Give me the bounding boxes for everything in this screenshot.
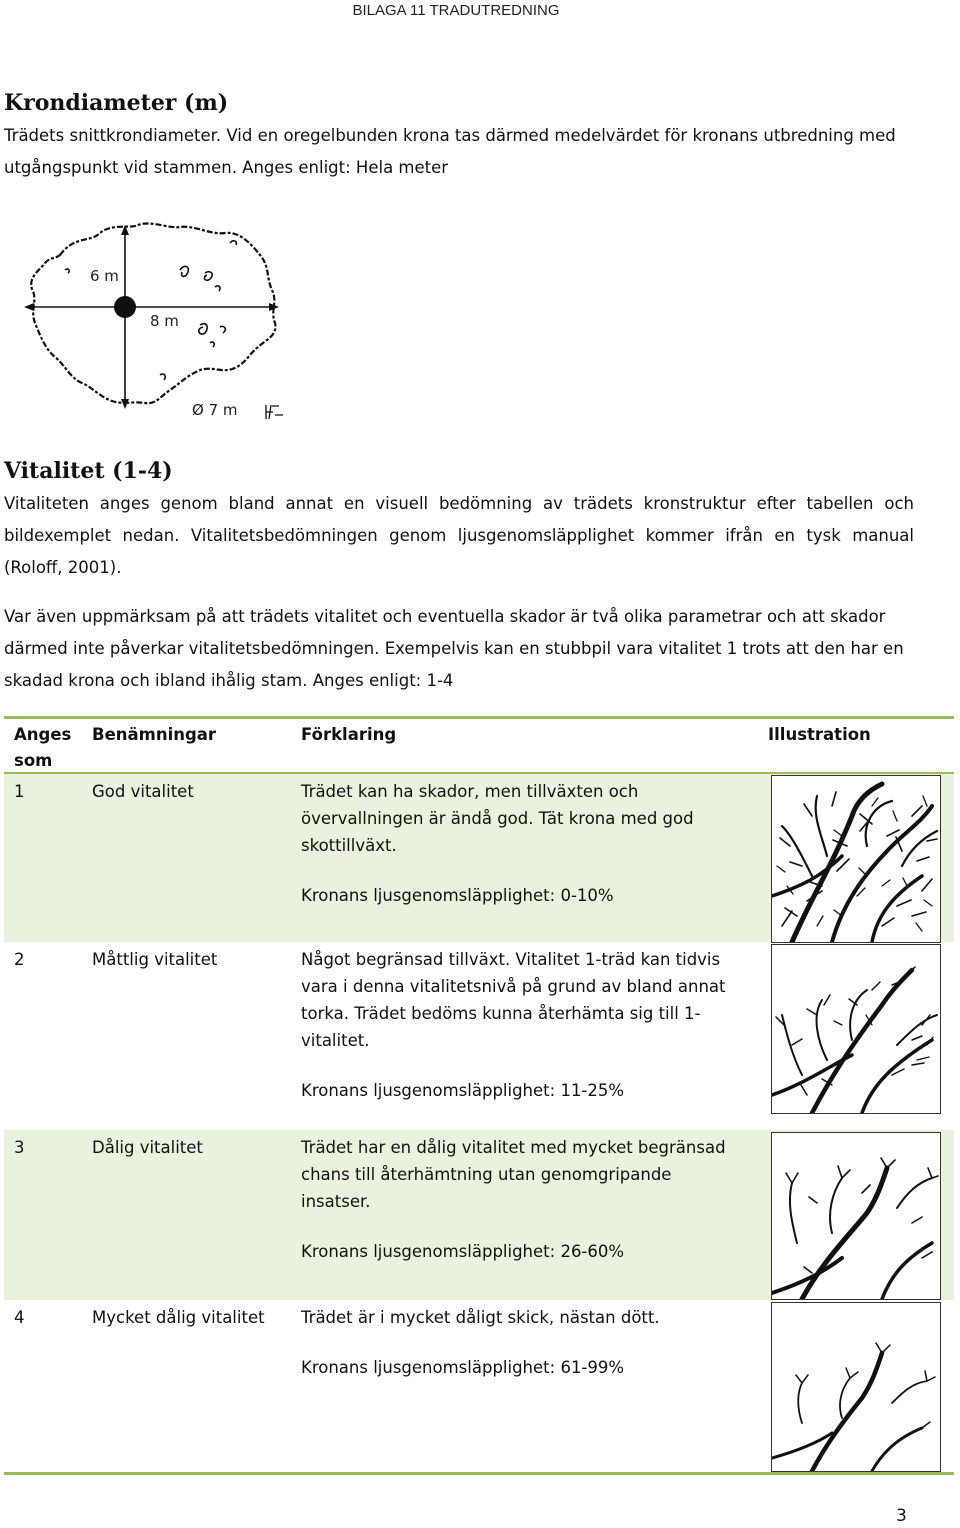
table-row <box>4 1130 954 1300</box>
vitalitet-heading: Vitalitet (1-4) <box>4 458 173 484</box>
row-number: 3 <box>14 1138 25 1157</box>
table-bottom-rule <box>4 1472 954 1475</box>
label-6m: 6 m <box>90 267 119 285</box>
tree-crown-illustration-1 <box>771 775 941 943</box>
row-light-transmission: Kronans ljusgenomsläpplighet: 0-10% <box>301 886 614 905</box>
header-anges-som: Anges som <box>14 725 72 770</box>
row-number: 4 <box>14 1308 25 1327</box>
row-light-transmission: Kronans ljusgenomsläpplighet: 11-25% <box>301 1081 625 1100</box>
row-name: Dålig vitalitet <box>92 1138 203 1157</box>
tree-crown-illustration-2 <box>771 944 941 1114</box>
header-illustration: Illustration <box>768 725 871 744</box>
row-light-transmission: Kronans ljusgenomsläpplighet: 26-60% <box>301 1242 625 1261</box>
row-explanation: Något begränsad tillväxt. Vitalitet 1-träd kan tidvis vara i denna vitalitetsnivå på grund av bland annat torka. Trädet bedöms kunna återhämta sig till 1-vitalitet. <box>301 950 726 1050</box>
very-poor-crown-drawing <box>772 1303 940 1471</box>
krondiameter-text: Trädets snittkrondiameter. Vid en oregelbunden krona tas därmed medelvärdet för kronans utbredning med utgångspunkt vid stammen. Anges enligt: Hela meter <box>4 126 896 177</box>
tree-crown-illustration-3 <box>771 1132 941 1300</box>
header-benamningar: Benämningar <box>92 725 217 744</box>
page-number: 3 <box>896 1506 907 1526</box>
row-explanation: Trädet är i mycket dåligt skick, nästan dött. <box>301 1308 660 1327</box>
table-row <box>4 1300 954 1472</box>
row-name: God vitalitet <box>92 782 194 801</box>
signature-mark <box>263 403 287 423</box>
krondiameter-heading: Krondiameter (m) <box>4 90 229 116</box>
header-forklaring: Förklaring <box>301 725 397 744</box>
page-header-title: BILAGA 11 TRADUTREDNING <box>352 2 560 19</box>
dense-crown-drawing <box>772 776 940 942</box>
table-row <box>4 774 954 942</box>
row-number: 2 <box>14 950 25 969</box>
label-diameter-7m: Ø 7 m <box>192 401 238 419</box>
table-row <box>4 942 954 1130</box>
label-8m: 8 m <box>150 312 179 330</box>
row-explanation: Trädet har en dålig vitalitet med mycket begränsad chans till återhämtning utan genomgripande insatser. <box>301 1138 726 1211</box>
crown-diameter-diagram <box>20 215 295 430</box>
row-name: Måttlig vitalitet <box>92 950 218 969</box>
poor-crown-drawing <box>772 1133 940 1299</box>
vitalitet-paragraph-1: Vitaliteten anges genom bland annat en visuell bedömning av trädets kronstruktur efter tabellen och bildexemplet nedan. Vitalitetsbedömningen genom ljusgenomsläpplighet kommer ifrån en tysk manual (Roloff, 2001). <box>4 494 914 577</box>
row-name: Mycket dålig vitalitet <box>92 1308 265 1327</box>
moderate-crown-drawing <box>772 945 940 1113</box>
row-explanation: Trädet kan ha skador, men tillväxten och övervallningen är ändå god. Tät krona med god skottillväxt. <box>301 782 694 855</box>
row-light-transmission: Kronans ljusgenomsläpplighet: 61-99% <box>301 1358 625 1377</box>
vitalitet-paragraph-2: Var även uppmärksam på att trädets vitalitet och eventuella skador är två olika parametrar och att skador därmed inte påverkar vitalitetsbedömningen. Exempelvis kan en stubbpil vara vitalitet 1 trots att den har en skadad krona och ibland ihålig stam. Anges enligt: 1-4 <box>4 607 904 690</box>
row-number: 1 <box>14 782 25 801</box>
tree-crown-illustration-4 <box>771 1302 941 1472</box>
table-top-rule <box>4 716 954 719</box>
